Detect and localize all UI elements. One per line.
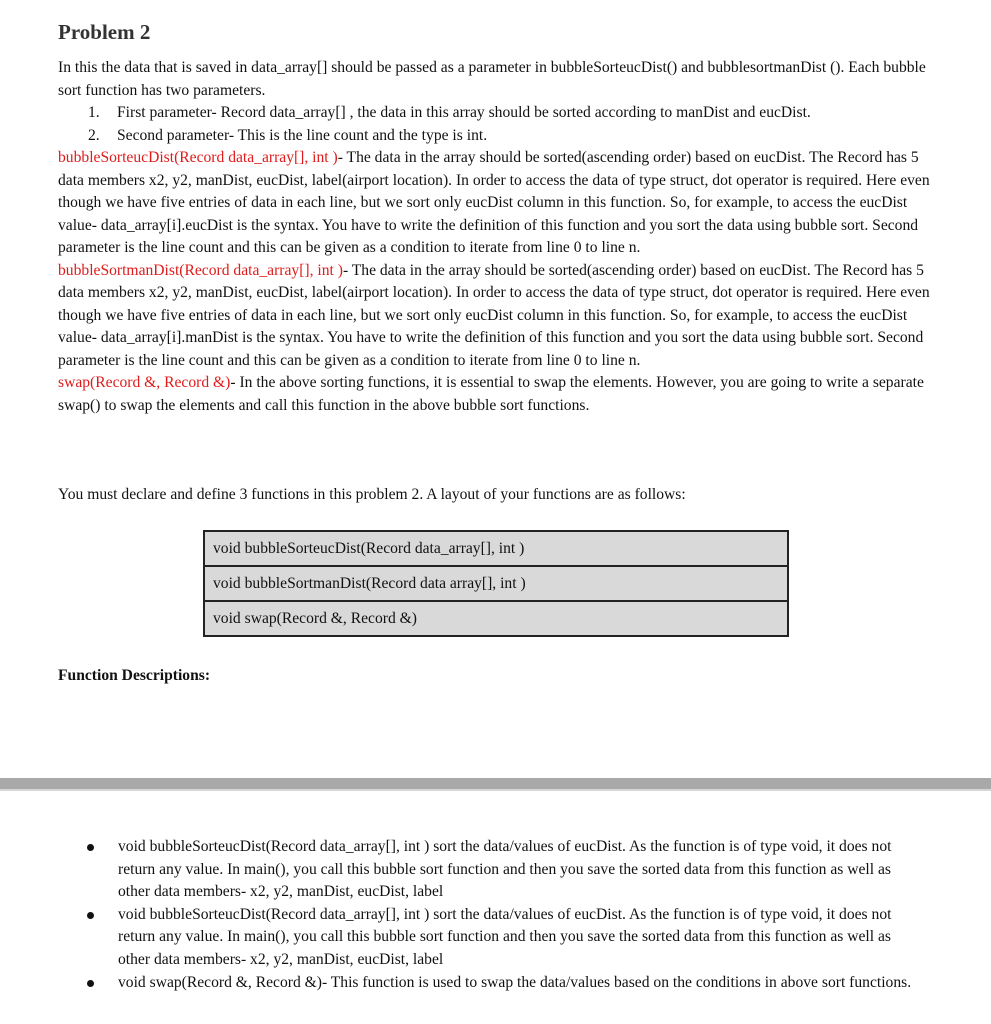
bullet-icon	[87, 844, 94, 851]
table-cell: void swap(Record &, Record &)	[204, 601, 788, 636]
table-row	[204, 601, 788, 636]
bullet-icon	[87, 912, 94, 919]
func3-paragraph	[58, 372, 943, 417]
func2-signature: bubbleSortmanDist(Record data_array[], int )	[58, 261, 343, 279]
func3-description: - In the above sorting functions, it is essential to swap the elements. However, you are going to write a separate swap() to swap the elements and call this function in the above bubble sort functions.	[58, 374, 924, 414]
table-row	[204, 566, 788, 601]
table-cell: void bubbleSortmanDist(Record data array[], int )	[204, 566, 788, 601]
func3-signature: swap(Record &, Record &)	[58, 374, 231, 391]
must-declare-paragraph: You must declare and define 3 functions in this problem 2. A layout of your functions are as follows:	[58, 486, 686, 503]
list-text: Second parameter- This is the line count and the type is int.	[117, 126, 488, 144]
page-title: Problem 2	[58, 20, 151, 44]
declarations-table	[203, 530, 789, 637]
table-cell: void bubbleSorteucDist(Record data_array[], int )	[204, 531, 788, 566]
table-row	[204, 531, 788, 566]
func1-paragraph	[58, 147, 943, 260]
function-descriptions-heading: Function Descriptions:	[58, 667, 211, 684]
list-number: 2.	[88, 126, 100, 144]
problem-body	[58, 57, 943, 417]
list-item	[87, 904, 917, 972]
function-description-list	[87, 836, 917, 994]
func1-signature: bubbleSorteucDist(Record data_array[], int )	[58, 149, 338, 166]
list-text: First parameter- Record data_array[] , the data in this array should be sorted according to manDist and eucDist.	[117, 104, 811, 121]
section-divider-shadow	[0, 789, 991, 791]
list-item	[58, 125, 943, 148]
list-item	[87, 972, 917, 995]
func2-paragraph	[58, 260, 943, 373]
func1-description: - The data in the array should be sorted(ascending order) based on eucDist. The Record has 5 data members x2, y2, manDist, eucDist, label(airport location). In order to access the data of type struct, dot operator is required. Here even though we have five entries of data in each line, but we sort only eucDist column in this function. So, for example, to access the eucDist value- data_array[i].eucDist is the syntax. You have to write the definition of this function and you sort the data using bubble sort. Second parameter is the line count and this can be given as a condition to iterate from line 0 to line n.	[58, 149, 930, 256]
bullet-icon	[87, 980, 94, 987]
bullet-text: void bubbleSorteucDist(Record data_array[], int ) sort the data/values of eucDist. As the function is of type void, it does not return any value. In main(), you call this bubble sort function and then you save the sorted data from this function as well as other data members- x2, y2, manDist, eucDist, label	[118, 905, 892, 968]
parameter-list	[58, 102, 943, 147]
section-divider	[0, 778, 991, 789]
list-item	[87, 836, 917, 904]
list-number: 1.	[88, 104, 100, 121]
func2-description: - The data in the array should be sorted(ascending order) based on eucDist. The Record has 5 data members x2, y2, manDist, eucDist, label(airport location). In order to access the data of type struct, dot operator is required. Here even though we have five entries of data in each line, but we sort only eucDist column in this function. So, for example, to access the eucDist value- data_array[i].manDist is the syntax. You have to write the definition of this function and you sort the data using bubble sort. Second parameter is the line count and this can be given as a condition to iterate from line 0 to line n.	[58, 261, 930, 369]
list-item	[58, 102, 943, 125]
bullet-text: void swap(Record &, Record &)- This function is used to swap the data/values based on the conditions in above sort functions.	[118, 973, 912, 991]
bullet-text: void bubbleSorteucDist(Record data_array[], int ) sort the data/values of eucDist. As the function is of type void, it does not return any value. In main(), you call this bubble sort function and then you save the sorted data from this function as well as other data members- x2, y2, manDist, eucDist, label	[118, 838, 892, 901]
intro-paragraph: In this the data that is saved in data_array[] should be passed as a parameter in bubbleSorteucDist() and bubblesortmanDist (). Each bubble sort function has two parameters.	[58, 59, 926, 99]
